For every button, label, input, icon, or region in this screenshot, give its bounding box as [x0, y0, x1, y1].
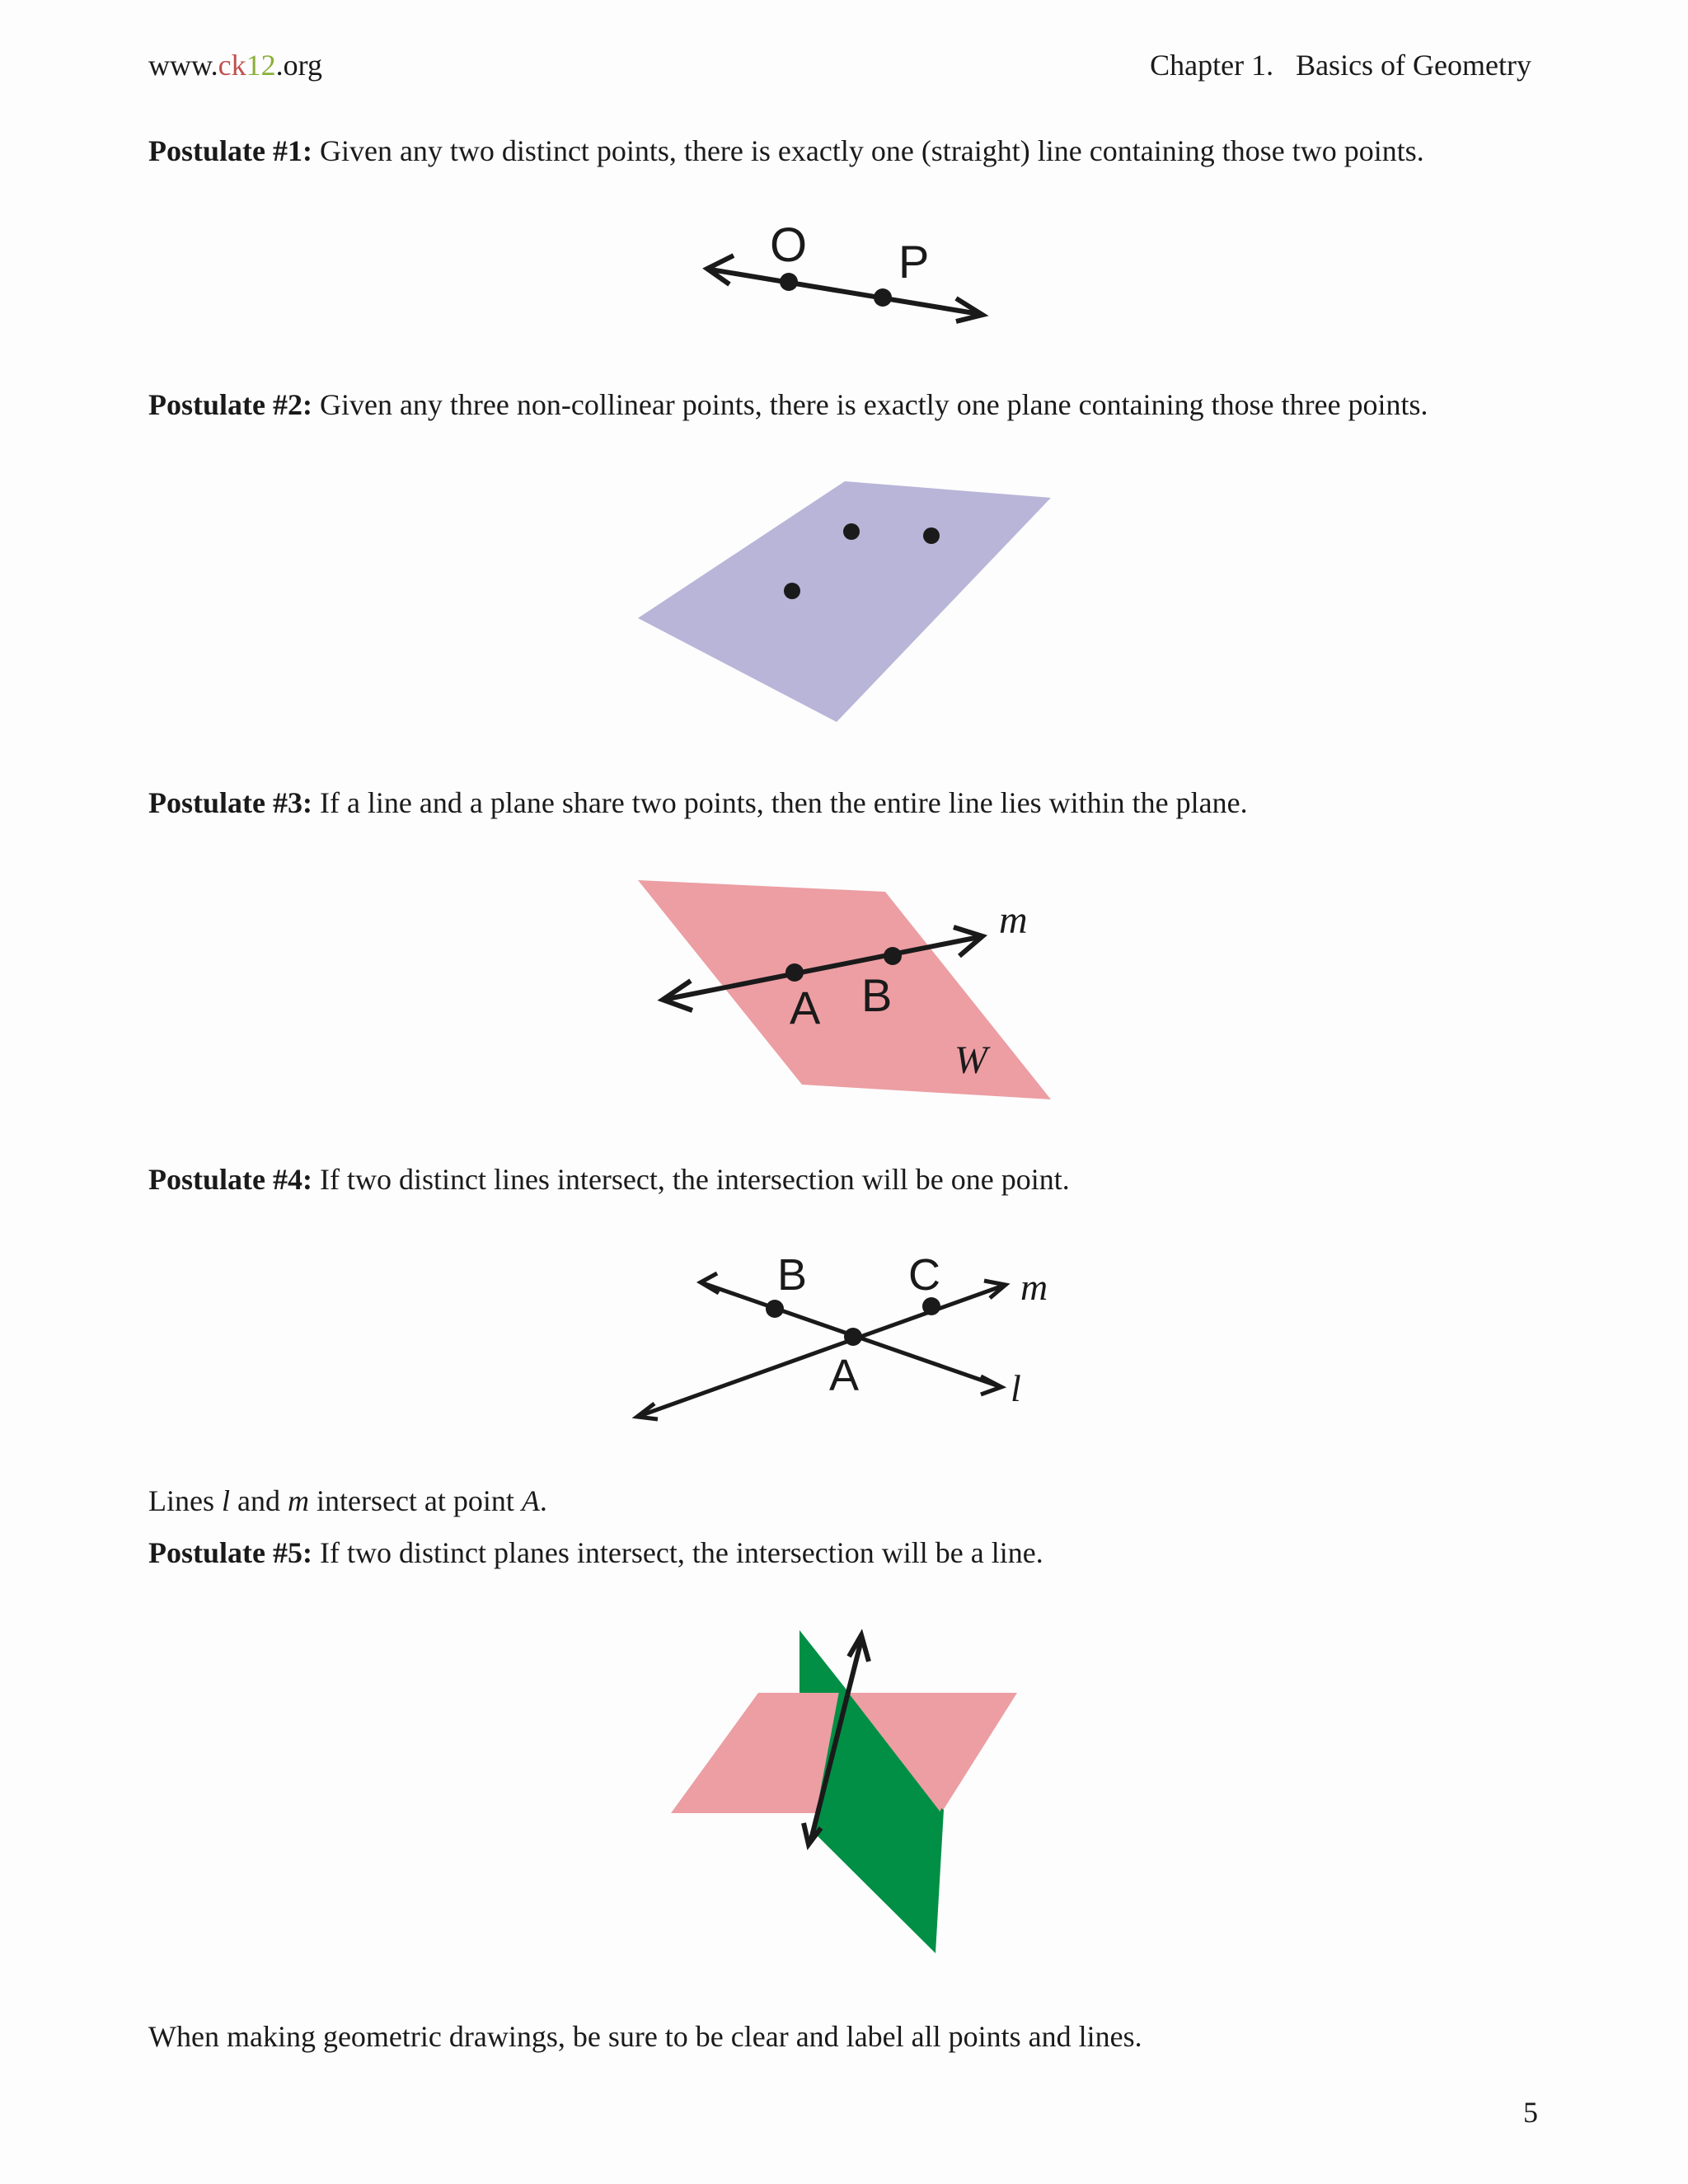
- postulate-5-text: If two distinct planes intersect, the intersection will be a line.: [319, 1536, 1043, 1569]
- label-a: A: [790, 982, 821, 1033]
- figure-line-in-plane: [626, 865, 1088, 1113]
- postulate-1-text: Given any two distinct points, there is exactly one (straight) line containing those two points.: [319, 134, 1424, 167]
- label-b: B: [861, 969, 893, 1021]
- label-plane-w: W: [954, 1038, 987, 1082]
- chapter-title: Chapter 1. Basics of Geometry: [1150, 49, 1531, 82]
- postulate-4-label: Postulate #4:: [148, 1163, 312, 1196]
- caption-var-l: l: [221, 1484, 230, 1517]
- point-b: [766, 1300, 784, 1318]
- label-p: P: [898, 236, 930, 288]
- caption-text-1: Lines: [148, 1484, 222, 1517]
- site-suffix: .org: [275, 49, 322, 82]
- label-line-l: l: [1010, 1367, 1021, 1409]
- point-a: [844, 1328, 862, 1346]
- point-p: [874, 288, 892, 307]
- point-c: [922, 1297, 940, 1315]
- plane-purple: [638, 481, 1051, 722]
- label-c: C: [908, 1250, 940, 1300]
- point-1: [843, 523, 860, 540]
- postulate-2-label: Postulate #2:: [148, 388, 312, 421]
- postulate-5: [148, 1535, 1043, 1570]
- label-b: B: [777, 1250, 808, 1300]
- postulate-1: [148, 134, 1424, 168]
- point-o: [780, 273, 798, 291]
- postulate-5-label: Postulate #5:: [148, 1536, 312, 1569]
- caption-var-a: A: [521, 1484, 540, 1517]
- site-12: 12: [246, 49, 276, 82]
- point-2: [923, 527, 940, 544]
- postulate-2-text: Given any three non-collinear points, there is exactly one plane containing those three points.: [319, 388, 1428, 421]
- postulate-3-text: If a line and a plane share two points, then the entire line lies within the plane.: [319, 786, 1248, 819]
- figure-plane-three-points: [626, 470, 1071, 733]
- closing-paragraph: When making geometric drawings, be sure to be clear and label all points and lines.: [148, 2020, 1142, 2053]
- site-ck: ck: [218, 49, 246, 82]
- page-number: 5: [1523, 2096, 1538, 2129]
- figure-intersecting-lines: [626, 1240, 1071, 1438]
- caption-var-m: m: [287, 1484, 309, 1517]
- point-3: [784, 583, 800, 599]
- caption-text-2: and: [230, 1484, 288, 1517]
- postulate-4-text: If two distinct lines intersect, the intersection will be one point.: [319, 1163, 1070, 1196]
- label-line-m: m: [999, 898, 1028, 942]
- figure-intersecting-planes: [659, 1615, 1039, 1961]
- label-o: O: [770, 218, 808, 272]
- point-b: [884, 947, 902, 965]
- postulate-1-label: Postulate #1:: [148, 134, 312, 167]
- site-prefix: www.: [148, 49, 218, 82]
- site-url[interactable]: [148, 48, 322, 82]
- postulate-4: [148, 1162, 1070, 1197]
- postulate-3-label: Postulate #3:: [148, 786, 312, 819]
- label-a: A: [829, 1351, 860, 1400]
- postulate-2: [148, 387, 1428, 422]
- label-line-m: m: [1020, 1266, 1048, 1308]
- point-a: [785, 963, 804, 982]
- plane-w: [638, 880, 1051, 1099]
- caption-text-3: intersect at point: [308, 1484, 522, 1517]
- postulate-3: [148, 785, 1248, 820]
- caption-figure-4: [148, 1483, 547, 1518]
- figure-line-op: [692, 210, 997, 334]
- caption-text-4: .: [539, 1484, 547, 1517]
- plane-green-top: [799, 1630, 849, 1693]
